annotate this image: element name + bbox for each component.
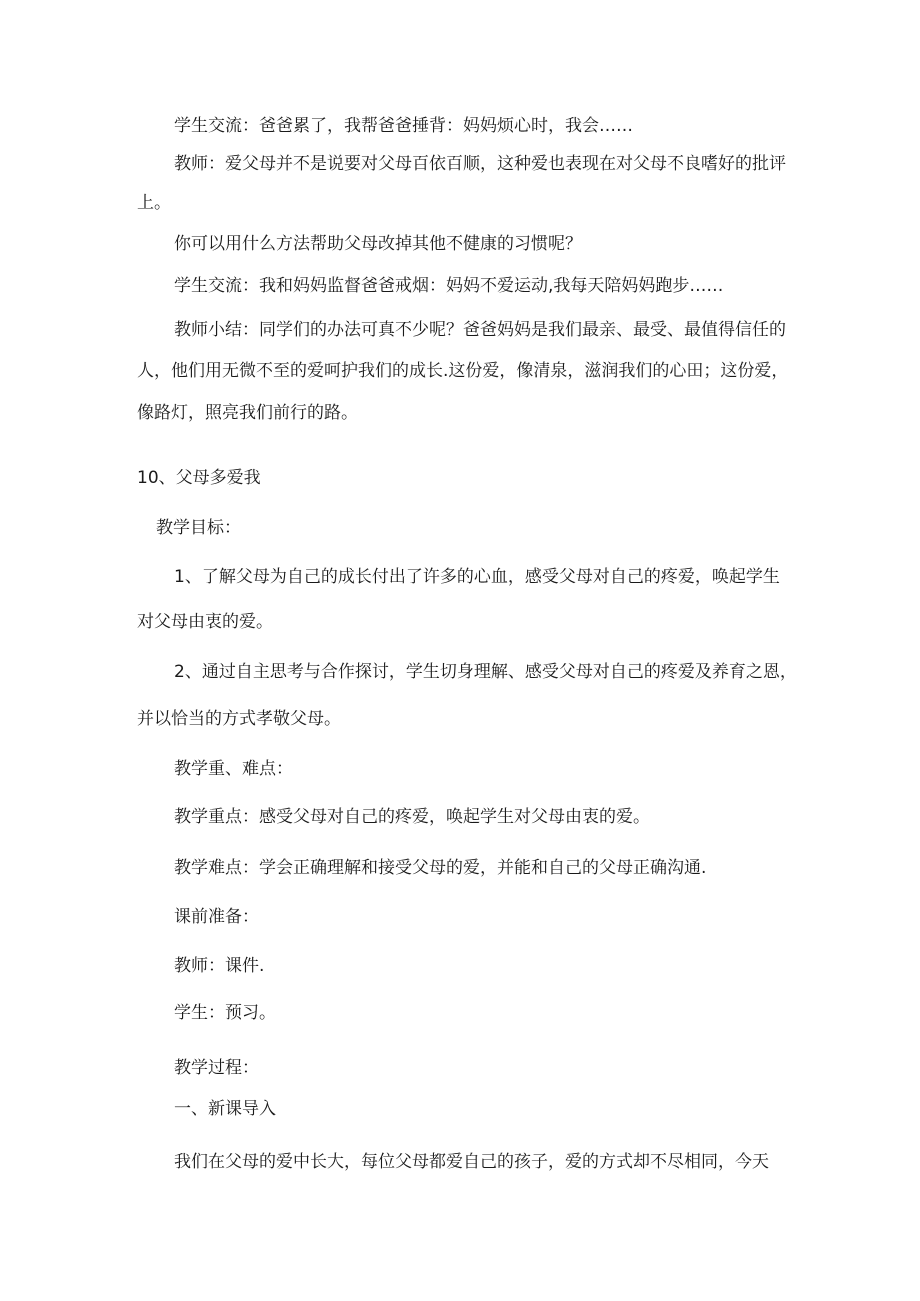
- paragraph-line: 学生交流：我和妈妈监督爸爸戒烟：妈妈不爱运动,我每天陪妈妈跑步……: [174, 276, 724, 296]
- paragraph-line: 教师小结：同学们的办法可真不少呢？爸爸妈妈是我们最亲、最受、最值得信任的: [174, 320, 786, 340]
- process-label: 教学过程：: [174, 1058, 259, 1078]
- paragraph-line: 教师：爱父母并不是说要对父母百依百顺，这种爱也表现在对父母不良嗜好的批评: [174, 154, 786, 174]
- process-step-heading: 一、新课导入: [174, 1099, 276, 1119]
- paragraph-line: 学生交流：爸爸累了，我帮爸爸捶背：妈妈烦心时，我会……: [174, 116, 633, 136]
- goal-item-1: 1、了解父母为自己的成长付出了许多的心血，感受父母对自己的疼爱，唤起学生: [174, 567, 780, 587]
- paragraph-line: 我们在父母的爱中长大，每位父母都爱自己的孩子，爱的方式却不尽相同，今天: [174, 1152, 769, 1172]
- difficulty-line: 教学难点：学会正确理解和接受父母的爱，并能和自己的父母正确沟通.: [174, 858, 707, 878]
- paragraph-line: 并以恰当的方式孝敬父母。: [137, 709, 341, 729]
- teacher-prep-line: 教师：课件.: [174, 956, 265, 976]
- paragraph-line: 对父母由衷的爱。: [137, 612, 273, 632]
- paragraph-line: 上。: [137, 193, 171, 213]
- key-point-line: 教学重点：感受父母对自己的疼爱，唤起学生对父母由衷的爱。: [174, 807, 650, 827]
- paragraph-line: 像路灯，照亮我们前行的路。: [137, 403, 358, 423]
- key-points-label: 教学重、难点：: [174, 759, 293, 779]
- student-prep-line: 学生：预习。: [174, 1003, 276, 1023]
- teaching-goals-label: 教学目标：: [156, 518, 241, 538]
- paragraph-line: 人，他们用无微不至的爱呵护我们的成长.这份爱，像清泉，滋润我们的心田；这份爱，: [137, 361, 789, 381]
- paragraph-line: 你可以用什么方法帮助父母改掉其他不健康的习惯呢？: [174, 234, 582, 254]
- preparation-label: 课前准备：: [174, 907, 259, 927]
- goal-item-2: 2、通过自主思考与合作探讨，学生切身理解、感受父母对自己的疼爱及养育之恩，: [174, 662, 797, 682]
- section-heading: 10、父母多爱我: [137, 468, 261, 488]
